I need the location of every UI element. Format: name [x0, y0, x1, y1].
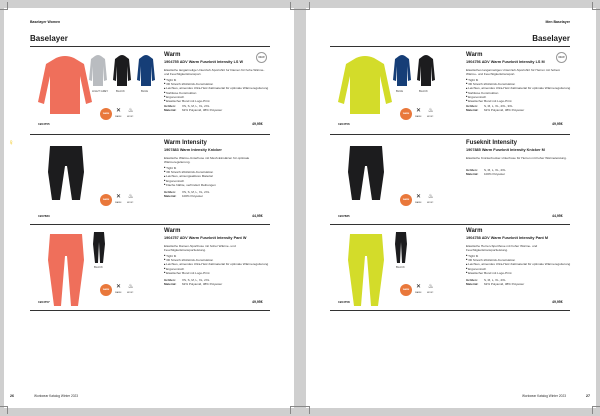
- product-title: Warm: [164, 52, 181, 58]
- section-title: Baselayer: [532, 34, 570, 43]
- feature-item: ■ Leichtes, atmungsaktives Material: [164, 174, 274, 178]
- product-title: Warm: [466, 228, 483, 234]
- price: 49,95€: [252, 122, 263, 126]
- product-title: Fuseknit Intensity: [466, 140, 518, 146]
- feature-item: ■ 3D Stretch-Wollstrick-Konstruktion: [164, 258, 274, 262]
- feature-item: ■ Nahtlose Konstruktion: [466, 91, 576, 95]
- product-divider: [330, 310, 570, 311]
- warm-badge: WARM: [100, 108, 112, 120]
- feature-item: ■ Ergonomisch: [164, 179, 274, 183]
- moisture-icon: ♨: [428, 284, 434, 290]
- thermometer-icon: ✕: [116, 194, 122, 200]
- moisture-icon: ♨: [128, 108, 134, 114]
- feature-label: MOIST.: [427, 202, 434, 204]
- warm-badge: WARM: [400, 284, 412, 296]
- product-description: Elastische Knickerbocker-Unterhose für Herren mit hoher Wärmeleistung.: [466, 156, 567, 160]
- crop-mark: [0, 406, 8, 414]
- section-rule: [30, 46, 270, 47]
- spec-key: Größen:: [164, 278, 176, 282]
- article-number: 1907883: [38, 214, 50, 218]
- product-divider: [30, 224, 270, 225]
- product-image: [44, 230, 88, 308]
- product-title: Warm: [466, 52, 483, 58]
- spec-key: Größen:: [466, 104, 478, 108]
- feature-item: ■ 3D Stretch-Wollstrick-Konstruktion: [164, 170, 274, 174]
- section-title: Baselayer: [30, 34, 68, 43]
- left-page: [4, 8, 294, 408]
- product-image: [344, 230, 388, 308]
- feature-list: [164, 166, 274, 187]
- spec-material: [466, 282, 524, 286]
- spec-key: Material:: [466, 172, 479, 176]
- product-image: [336, 54, 394, 118]
- feature-item: ■ Elastischer Bund mit Logo-Print: [164, 99, 274, 103]
- product-image: [44, 142, 88, 202]
- feature-item: ■ Tight fit: [164, 78, 274, 82]
- spec-value: S, M, L, XL, 2XL: [484, 278, 506, 282]
- new-badge: NEW: [256, 52, 267, 63]
- spec-value: XS, S, M, L, XL, 2XL: [182, 104, 210, 108]
- warm-badge: WARM: [100, 284, 112, 296]
- crop-mark: [296, 406, 310, 414]
- feature-list: [164, 254, 274, 275]
- page-footer: Workwear Katalog Winter 2023: [521, 394, 566, 398]
- page-kicker: Men Baselayer: [545, 20, 570, 24]
- thermometer-icon: ✕: [416, 108, 422, 114]
- product-description: Elastisches langarmeliges Unterzieh-Sportshirt für Herren mit hohem Wärme- und Feuchtigkeitstransport.: [466, 68, 561, 76]
- spec-key: Material:: [164, 194, 177, 198]
- product-subtitle: 1904757 ADV Warm Fuseknit Intensity Pant W: [164, 236, 247, 240]
- product-description: Elastische Damen-Sporthose mit hoher Wärme- und Feuchtigkeitstransportleistung.: [164, 244, 236, 252]
- crop-mark: [296, 2, 310, 10]
- article-number: 1907885: [338, 214, 350, 218]
- feature-item: ■ 3D Stretch-Wollstrick-Konstruktion: [466, 258, 576, 262]
- feature-list: [164, 78, 274, 103]
- right-page: [306, 8, 596, 408]
- moisture-icon: ♨: [428, 108, 434, 114]
- product-divider: [330, 224, 570, 225]
- feature-item: ■ Elastischer Bund mit Logo-Print: [466, 271, 576, 275]
- product-subtitle: 1904755 ADV Warm Fuseknit Intensity LS W: [164, 60, 244, 64]
- feature-item: ■ Tight fit: [466, 78, 576, 82]
- article-number: 1904757: [38, 300, 50, 304]
- article-number: 1904756: [338, 122, 350, 126]
- article-number: 1904758: [338, 300, 350, 304]
- feature-item: ■ Flache Nähte, verhindert Reibungen: [164, 183, 274, 187]
- page-kicker: Baselayer Women: [30, 20, 61, 24]
- price: 44,95€: [252, 214, 263, 218]
- warm-badge: WARM: [100, 194, 112, 206]
- price: 44,95€: [552, 214, 563, 218]
- product-subtitle: 1904756 ADV Warm Fuseknit Intensity LS M: [466, 60, 545, 64]
- feature-label: WARM: [115, 202, 122, 204]
- feature-label: MOIST.: [127, 116, 134, 118]
- spec-material: [164, 108, 222, 112]
- feature-list: [466, 254, 576, 275]
- spec-material: [466, 172, 505, 176]
- spec-value: XS, S, M, L, XL, 2XL: [182, 190, 210, 194]
- feature-item: ■ Tight fit: [164, 254, 274, 258]
- variant-image-black: [92, 230, 106, 264]
- variant-image-black: [112, 54, 132, 88]
- feature-label: WARM: [415, 202, 422, 204]
- feature-item: ■ Leichtes, atmendes Ultra-Heiz-Kaltmaterial für optimale Wärmeregulierung: [466, 86, 576, 90]
- moisture-icon: ♨: [128, 284, 134, 290]
- feature-item: ■ 3D Stretch-Wollstrick-Konstruktion: [164, 82, 274, 86]
- thermometer-icon: ✕: [416, 194, 422, 200]
- lightbulb-icon: ♀: [8, 138, 14, 147]
- spec-value: 62% Polyamid, 38% Polyester: [182, 108, 223, 112]
- feature-label: WARM: [115, 292, 122, 294]
- product-divider: [30, 134, 270, 135]
- variant-image-black: [416, 54, 436, 88]
- variant-image-grey: [88, 54, 108, 88]
- spec-value: 62% Polyamid, 38% Polyester: [484, 282, 525, 286]
- feature-item: ■ Leichtes, atmendes Ultra-Heiz-Kaltmaterial für optimale Wärmeregulierung: [466, 262, 576, 266]
- price: 49,95€: [252, 300, 263, 304]
- product-image: [344, 142, 388, 202]
- spec-key: Material:: [164, 282, 177, 286]
- spec-key: Material:: [466, 108, 479, 112]
- crop-mark: [592, 2, 600, 10]
- spec-key: Material:: [164, 108, 177, 112]
- product-subtitle: 1907883 Warm Intensity Knicker: [164, 148, 222, 152]
- color-label: BLACK: [419, 90, 428, 93]
- feature-item: ■ Tight fit: [164, 166, 274, 170]
- spec-key: Größen:: [466, 278, 478, 282]
- thermometer-icon: ✕: [416, 284, 422, 290]
- variant-image-blue: [136, 54, 156, 88]
- spec-value: S, M, L, XL, 2XL: [484, 168, 506, 172]
- warm-badge: WARM: [400, 194, 412, 206]
- product-subtitle: 1907885 Warm Fuseknit Intensity Knicker M: [466, 148, 545, 152]
- product-description: Elastische Herren-Sporthose mit hoher Wärme- und Feuchtigkeitstransportleistung.: [466, 244, 538, 252]
- color-label: BLUE: [396, 90, 404, 93]
- feature-item: ■ Elastischer Bund mit Logo-Print: [164, 271, 274, 275]
- moisture-icon: ♨: [428, 194, 434, 200]
- feature-label: WARM: [415, 116, 422, 118]
- price: 49,95€: [552, 122, 563, 126]
- feature-label: MOIST.: [427, 292, 434, 294]
- spec-key: Größen:: [466, 168, 478, 172]
- spec-value: S, M, L, XL, 2XL, 3XL: [484, 104, 513, 108]
- feature-item: ■ Leichtes, atmendes Ultra-Heiz-Kaltmaterial für optimale Wärmeregulierung: [164, 262, 274, 266]
- variant-image-blue: [392, 54, 412, 88]
- variant-image-black: [394, 230, 408, 264]
- spec-value: 100% Polyester: [484, 172, 506, 176]
- color-label: BLACK: [396, 266, 405, 269]
- color-label: BLACK: [116, 90, 125, 93]
- spec-key: Größen:: [164, 104, 176, 108]
- warm-badge: WARM: [400, 108, 412, 120]
- crop-mark: [592, 406, 600, 414]
- section-rule: [330, 46, 570, 47]
- spec-value: 62% Polyamid, 38% Polyester: [182, 282, 223, 286]
- feature-label: WARM: [415, 292, 422, 294]
- feature-list: [466, 78, 576, 103]
- color-label: BLACK: [94, 266, 103, 269]
- thermometer-icon: ✕: [116, 108, 122, 114]
- spec-key: Material:: [466, 282, 479, 286]
- feature-item: ■ Ergonomisch: [466, 267, 576, 271]
- thermometer-icon: ✕: [116, 284, 122, 290]
- color-label: LIGHT GREY: [92, 90, 109, 93]
- feature-item: ■ Leichtes, atmendes Ultra-Heiz-Kaltmaterial für optimale Wärmeregulierung: [164, 86, 274, 90]
- product-title: Warm: [164, 228, 181, 234]
- feature-label: WARM: [115, 116, 122, 118]
- feature-label: MOIST.: [127, 202, 134, 204]
- page-number: 27: [586, 394, 590, 398]
- product-description: Elastische Wärme-Unterhose mit Mesh-Einsätzen für optimale Wärmeregulierung.: [164, 156, 250, 164]
- spec-value: XS, S, M, L, XL, 2XL: [182, 278, 210, 282]
- product-subtitle: 1904758 ADV Warm Fuseknit Intensity Pant M: [466, 236, 549, 240]
- spec-material: [164, 282, 222, 286]
- feature-item: ■ Nahtlose Konstruktion: [164, 91, 274, 95]
- color-label: BLUE: [141, 90, 149, 93]
- feature-item: ■ Elastischer Bund mit Logo-Print: [466, 99, 576, 103]
- product-image: [36, 54, 94, 118]
- spec-value: 62% Polyamid, 38% Polyester: [484, 108, 525, 112]
- page-number: 26: [10, 394, 14, 398]
- spec-value: 100% Polyester: [182, 194, 204, 198]
- feature-label: MOIST.: [127, 292, 134, 294]
- feature-item: ■ Tight fit: [466, 254, 576, 258]
- feature-item: ■ Ergonomisch: [164, 95, 274, 99]
- product-divider: [30, 310, 270, 311]
- spec-material: [164, 194, 203, 198]
- feature-item: ■ Ergonomisch: [164, 267, 274, 271]
- spec-key: Größen:: [164, 190, 176, 194]
- page-footer: Workwear Katalog Winter 2023: [34, 394, 79, 398]
- product-title: Warm Intensity: [164, 140, 207, 146]
- moisture-icon: ♨: [128, 194, 134, 200]
- feature-item: ■ 3D Stretch-Wollstrick-Konstruktion: [466, 82, 576, 86]
- new-badge: NEW: [556, 52, 567, 63]
- spec-material: [466, 108, 524, 112]
- crop-mark: [0, 2, 8, 10]
- price: 49,95€: [552, 300, 563, 304]
- feature-item: ■ Ergonomisch: [466, 95, 576, 99]
- product-divider: [330, 134, 570, 135]
- article-number: 1904755: [38, 122, 50, 126]
- product-description: Elastische langarmelige Unterzieh-Sportshirt fur Damen für hohe Wärme- und Feuchtigkeitstransport.: [164, 68, 265, 76]
- feature-label: MOIST.: [427, 116, 434, 118]
